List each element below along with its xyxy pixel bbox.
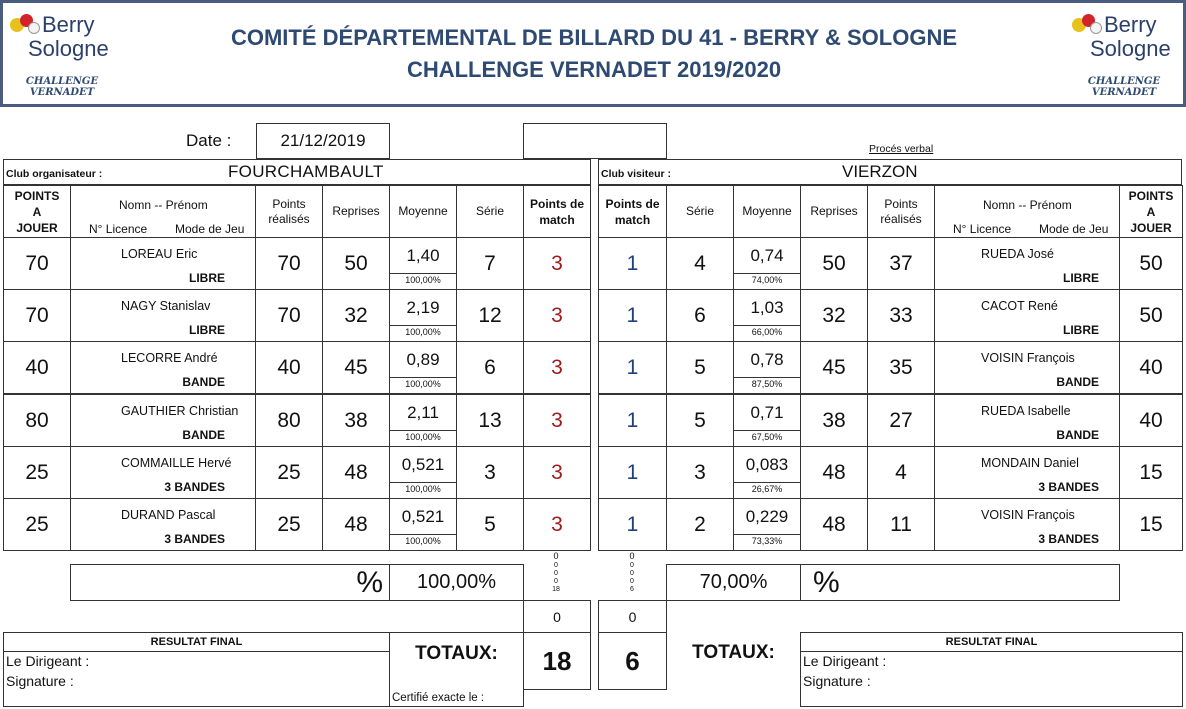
- moyenne-percent: 26,67%: [751, 484, 783, 494]
- player-cell: [934, 498, 1120, 551]
- game-mode: 3 BANDES: [1038, 480, 1099, 494]
- logo-word-2: Sologne: [28, 36, 109, 61]
- title-line-1: COMITÉ DÉPARTEMENTAL DE BILLARD DU 41 - BERRY & SOLOGNE: [230, 25, 958, 50]
- points-de-match: 3: [523, 237, 591, 290]
- away-header-serie: Série: [666, 185, 734, 238]
- away-header-moyenne: Moyenne: [733, 185, 801, 238]
- player-name: LOREAU Eric: [121, 247, 198, 261]
- player-name: RUEDA José: [981, 247, 1054, 261]
- points-realises: 11: [867, 498, 935, 551]
- header-text: Points de: [605, 196, 660, 211]
- moyenne-percent: 66,00%: [751, 327, 783, 337]
- moyenne-value: 0,521: [390, 447, 456, 483]
- moyenne-cell: [389, 341, 457, 394]
- player-cell: [70, 341, 256, 394]
- serie: 6: [666, 289, 734, 342]
- points-de-match: 1: [598, 498, 667, 551]
- small-value: 6: [630, 586, 634, 593]
- small-value: 0: [554, 570, 558, 577]
- logo-sub-2: VERNADET: [1091, 87, 1157, 98]
- home-header-name: [70, 185, 256, 238]
- points-a-jouer: 40: [1119, 341, 1183, 394]
- points-realises: 40: [255, 341, 323, 394]
- moyenne-percent: 100,00%: [405, 484, 441, 494]
- moyenne-cell: [733, 446, 801, 499]
- moyenne-cell: [733, 289, 801, 342]
- moyenne-cell: [733, 341, 801, 394]
- home-percent-symbol: %: [70, 564, 390, 601]
- moyenne-percent: 100,00%: [405, 536, 441, 546]
- points-a-jouer: 50: [1119, 289, 1183, 342]
- serie: 2: [666, 498, 734, 551]
- moyenne-percent: 73,33%: [751, 536, 783, 546]
- points-realises: 70: [255, 289, 323, 342]
- player-name: VOISIN François: [981, 508, 1075, 522]
- result-title: RESULTAT FINAL: [945, 636, 1038, 648]
- serie: 5: [666, 394, 734, 447]
- moyenne-value: 1,03: [734, 290, 800, 326]
- reprises: 32: [800, 289, 868, 342]
- reprises: 48: [800, 498, 868, 551]
- moyenne-cell: [733, 394, 801, 447]
- away-header-name: [934, 185, 1120, 238]
- player-name: COMMAILLE Hervé: [121, 456, 232, 470]
- small-value: 0: [629, 551, 635, 561]
- header-text: A: [32, 204, 42, 219]
- away-header-points-realises: [867, 185, 935, 238]
- moyenne-cell: [733, 237, 801, 290]
- logo-sub-2: VERNADET: [29, 87, 95, 98]
- moyenne-value: 0,083: [734, 447, 800, 483]
- game-mode: BANDE: [1056, 428, 1099, 442]
- home-small-col: [548, 551, 564, 594]
- player-cell: [934, 394, 1120, 447]
- away-header-reprises: Reprises: [800, 185, 868, 238]
- moyenne-cell: [389, 394, 457, 447]
- page-title: [140, 22, 1048, 86]
- player-cell: [70, 394, 256, 447]
- player-name: GAUTHIER Christian: [121, 404, 239, 418]
- header-text: A: [1146, 204, 1156, 219]
- moyenne-cell: [733, 498, 801, 551]
- game-mode: 3 BANDES: [1038, 532, 1099, 546]
- serie: 12: [456, 289, 524, 342]
- game-mode: LIBRE: [1063, 323, 1099, 337]
- points-a-jouer: 25: [3, 498, 71, 551]
- logo-left: [10, 12, 114, 102]
- header-text: réalisés: [268, 211, 310, 226]
- moyenne-value: 0,229: [734, 499, 800, 535]
- home-club-name: FOURCHAMBAULT: [228, 162, 384, 181]
- serie: 13: [456, 394, 524, 447]
- header-text: JOUER: [1130, 220, 1172, 235]
- away-percent-total: 70,00%: [666, 564, 801, 601]
- reprises: 38: [800, 394, 868, 447]
- header-text: POINTS: [14, 188, 60, 203]
- game-mode: BANDE: [182, 428, 225, 442]
- points-realises: 27: [867, 394, 935, 447]
- points-realises: 37: [867, 237, 935, 290]
- points-a-jouer: 50: [1119, 237, 1183, 290]
- header-text: POINTS: [1128, 188, 1174, 203]
- reprises: 32: [322, 289, 390, 342]
- totaux-label: TOTAUX:: [415, 643, 498, 664]
- reprises: 48: [322, 498, 390, 551]
- dirigeant-label: Le Dirigeant :: [6, 653, 90, 669]
- reprises: 48: [800, 446, 868, 499]
- points-de-match: 1: [598, 341, 667, 394]
- points-a-jouer: 15: [1119, 446, 1183, 499]
- header-text: N° Licence: [953, 222, 1012, 236]
- player-cell: [70, 498, 256, 551]
- points-a-jouer: 70: [3, 237, 71, 290]
- home-result-box: [3, 632, 390, 707]
- points-de-match: 3: [523, 498, 591, 551]
- away-club-label: Club visiteur :: [601, 168, 672, 180]
- moyenne-value: 2,19: [390, 290, 456, 326]
- moyenne-value: 1,40: [390, 238, 456, 274]
- moyenne-value: 0,521: [390, 499, 456, 535]
- reprises: 50: [800, 237, 868, 290]
- player-cell: [70, 289, 256, 342]
- points-de-match: 3: [523, 289, 591, 342]
- game-mode: BANDE: [1056, 375, 1099, 389]
- away-total: 6: [598, 632, 667, 690]
- points-de-match: 3: [523, 446, 591, 499]
- serie: 4: [666, 237, 734, 290]
- away-zero: 0: [598, 600, 667, 633]
- away-header-points-match: [598, 185, 667, 238]
- logo-sub-1: CHALLENGE: [25, 76, 99, 87]
- points-a-jouer: 70: [3, 289, 71, 342]
- away-result-box: [800, 632, 1183, 707]
- player-name: CACOT René: [981, 299, 1058, 313]
- player-cell: [934, 341, 1120, 394]
- dirigeant-label: Le Dirigeant :: [803, 653, 887, 669]
- blank-box: [523, 123, 667, 159]
- title-line-2: CHALLENGE VERNADET 2019/2020: [406, 57, 782, 82]
- date-label: Date :: [186, 131, 232, 150]
- reprises: 45: [800, 341, 868, 394]
- player-name: MONDAIN Daniel: [981, 456, 1079, 470]
- away-totaux-box: [666, 632, 801, 672]
- small-value: 0: [553, 551, 559, 561]
- serie: 3: [456, 446, 524, 499]
- home-header-points-match: [523, 185, 591, 238]
- moyenne-value: 0,71: [734, 395, 800, 431]
- game-mode: 3 BANDES: [164, 480, 225, 494]
- points-realises: 70: [255, 237, 323, 290]
- points-a-jouer: 15: [1119, 498, 1183, 551]
- header-text: Mode de Jeu: [175, 222, 245, 236]
- away-club-name: VIERZON: [842, 162, 918, 181]
- moyenne-percent: 74,00%: [751, 275, 783, 285]
- home-header-reprises: Reprises: [322, 185, 390, 238]
- serie: 5: [666, 341, 734, 394]
- home-percent-total: 100,00%: [389, 564, 524, 601]
- moyenne-cell: [389, 498, 457, 551]
- moyenne-cell: [389, 237, 457, 290]
- header-text: Points: [272, 196, 306, 211]
- points-de-match: 1: [598, 446, 667, 499]
- small-value: 0: [554, 578, 558, 585]
- points-realises: 25: [255, 498, 323, 551]
- points-a-jouer: 80: [3, 394, 71, 447]
- player-name: RUEDA Isabelle: [981, 404, 1071, 418]
- small-value: 0: [630, 578, 634, 585]
- small-value: 0: [630, 562, 634, 569]
- small-value: 0: [630, 570, 634, 577]
- player-cell: [934, 446, 1120, 499]
- player-cell: [70, 446, 256, 499]
- away-header-points-a-jouer: [1119, 185, 1183, 238]
- away-small-col: [624, 551, 640, 594]
- small-value: 0: [554, 562, 558, 569]
- points-realises: 33: [867, 289, 935, 342]
- header-text: match: [539, 212, 575, 227]
- logo-word-1: Berry: [42, 12, 95, 37]
- player-name: LECORRE André: [121, 351, 218, 365]
- home-header-serie: Série: [456, 185, 524, 238]
- moyenne-percent: 100,00%: [405, 327, 441, 337]
- moyenne-value: 0,89: [390, 342, 456, 378]
- home-header-points-a-jouer: [3, 185, 71, 238]
- moyenne-cell: [389, 446, 457, 499]
- player-cell: [934, 289, 1120, 342]
- header-text: Nomn -- Prénom: [119, 198, 208, 212]
- moyenne-value: 0,78: [734, 342, 800, 378]
- header-text: N° Licence: [89, 222, 148, 236]
- reprises: 45: [322, 341, 390, 394]
- points-de-match: 1: [598, 289, 667, 342]
- ball-icon: [28, 22, 40, 34]
- points-de-match: 3: [523, 394, 591, 447]
- logo-word-2: Sologne: [1090, 36, 1171, 61]
- player-cell: [70, 237, 256, 290]
- ball-icon: [1090, 22, 1102, 34]
- points-realises: 4: [867, 446, 935, 499]
- moyenne-cell: [389, 289, 457, 342]
- reprises: 38: [322, 394, 390, 447]
- game-mode: LIBRE: [189, 271, 225, 285]
- player-name: VOISIN François: [981, 351, 1075, 365]
- logo-sub-1: CHALLENGE: [1087, 76, 1161, 87]
- serie: 7: [456, 237, 524, 290]
- points-realises: 80: [255, 394, 323, 447]
- player-cell: [934, 237, 1120, 290]
- logo-right: [1072, 12, 1176, 102]
- serie: 3: [666, 446, 734, 499]
- home-totaux-box: [389, 632, 524, 707]
- serie: 5: [456, 498, 524, 551]
- result-title: RESULTAT FINAL: [150, 636, 243, 648]
- date-field[interactable]: 21/12/2019: [256, 123, 390, 159]
- divider: [4, 651, 389, 652]
- certifie-label: Certifié exacte le :: [392, 692, 485, 704]
- header-text: Mode de Jeu: [1039, 222, 1109, 236]
- moyenne-percent: 100,00%: [405, 379, 441, 389]
- player-name: DURAND Pascal: [121, 508, 216, 522]
- away-percent-symbol: %: [800, 564, 1120, 601]
- logo-word-1: Berry: [1104, 12, 1157, 37]
- reprises: 48: [322, 446, 390, 499]
- home-zero: 0: [523, 600, 591, 633]
- moyenne-percent: 67,50%: [751, 432, 783, 442]
- serie: 6: [456, 341, 524, 394]
- header-text: Points: [884, 196, 918, 211]
- moyenne-percent: 100,00%: [405, 432, 441, 442]
- moyenne-value: 0,74: [734, 238, 800, 274]
- header-text: Nomn -- Prénom: [983, 198, 1072, 212]
- points-realises: 25: [255, 446, 323, 499]
- home-header-points-realises: [255, 185, 323, 238]
- points-a-jouer: 40: [1119, 394, 1183, 447]
- header-text: Points de: [529, 196, 584, 211]
- game-mode: LIBRE: [1063, 271, 1099, 285]
- header-text: réalisés: [880, 211, 922, 226]
- moyenne-value: 2,11: [390, 395, 456, 431]
- home-header-moyenne: Moyenne: [389, 185, 457, 238]
- divider: [801, 651, 1182, 652]
- signature-label: Signature :: [6, 673, 74, 689]
- points-de-match: 1: [598, 237, 667, 290]
- points-a-jouer: 25: [3, 446, 71, 499]
- game-mode: BANDE: [182, 375, 225, 389]
- totaux-label: TOTAUX:: [692, 642, 775, 663]
- points-realises: 35: [867, 341, 935, 394]
- home-club-label: Club organisateur :: [6, 168, 103, 180]
- signature-label: Signature :: [803, 673, 871, 689]
- home-total: 18: [523, 632, 591, 690]
- header-text: match: [614, 212, 651, 227]
- player-name: NAGY Stanislav: [121, 299, 211, 313]
- header-text: JOUER: [16, 220, 58, 235]
- game-mode: LIBRE: [189, 323, 225, 337]
- moyenne-percent: 100,00%: [405, 275, 441, 285]
- small-value: 18: [552, 586, 560, 593]
- game-mode: 3 BANDES: [164, 532, 225, 546]
- points-de-match: 3: [523, 341, 591, 394]
- reprises: 50: [322, 237, 390, 290]
- moyenne-percent: 87,50%: [751, 379, 783, 389]
- points-a-jouer: 40: [3, 341, 71, 394]
- proces-verbal-link[interactable]: Procés verbal: [869, 143, 934, 155]
- points-de-match: 1: [598, 394, 667, 447]
